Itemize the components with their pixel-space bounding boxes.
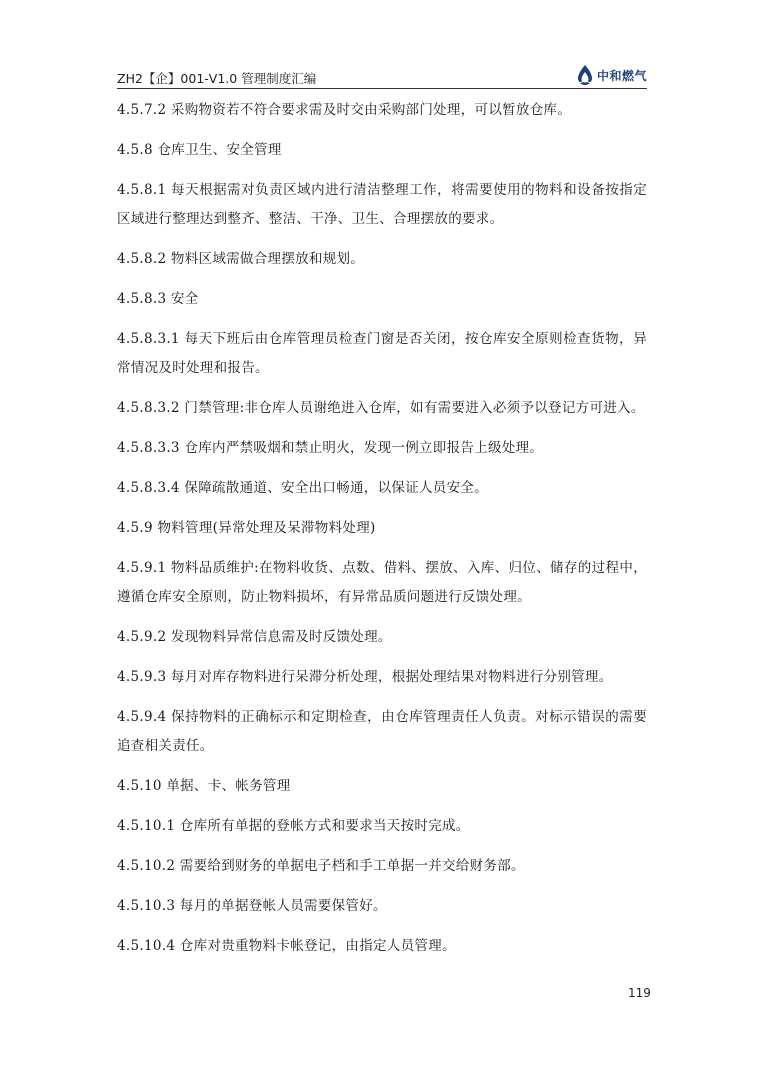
- paragraph: 4.5.8.3.4 保障疏散通道、安全出口畅通，以保证人员安全。: [117, 480, 489, 496]
- paragraph: 4.5.10.3 每月的单据登帐人员需要保管好。: [117, 898, 387, 914]
- paragraph: 4.5.8.3.2 门禁管理:非仓库人员谢绝进入仓库，如有需要进入必须予以登记方可进入。: [117, 400, 645, 416]
- paragraph: 4.5.8.3.3 仓库内严禁吸烟和禁止明火，发现一例立即报告上级处理。: [117, 440, 544, 456]
- section-heading: 4.5.9 物料管理(异常处理及呆滞物料处理): [117, 520, 376, 536]
- paragraph: 4.5.8.2 物料区域需做合理摆放和规划。: [117, 251, 365, 267]
- paragraph: 4.5.7.2 采购物资若不符合要求需及时交由采购部门处理，可以暂放仓库。: [117, 102, 572, 118]
- paragraph: 4.5.9.4 保持物料的正确标示和定期检查，由仓库管理责任人负责。对标示错误的需要追查相关责任。: [117, 709, 647, 754]
- paragraph: 4.5.9.2 发现物料异常信息需及时反馈处理。: [117, 629, 392, 645]
- page-number: 119: [628, 986, 651, 1000]
- document-title: ZH2【企】001-V1.0 管理制度汇编: [117, 71, 317, 86]
- page-header: [117, 61, 647, 91]
- paragraph: 4.5.8.1 每天根据需对负责区域内进行清洁整理工作，将需要使用的物料和设备按指定区域进行整理达到整齐、整洁、干净、卫生、合理摆放的要求。: [117, 182, 647, 227]
- paragraph: 4.5.10.4 仓库对贵重物料卡帐登记，由指定人员管理。: [117, 938, 456, 954]
- company-logo: [576, 63, 647, 87]
- paragraph: 4.5.8.3.1 每天下班后由仓库管理员检查门窗是否关闭，按仓库安全原则检查货物，异常情况及时处理和报告。: [117, 331, 647, 376]
- paragraph: 4.5.10.2 需要给到财务的单据电子档和手工单据一并交给财务部。: [117, 858, 525, 874]
- logo-text: 中和燃气: [596, 68, 647, 83]
- section-heading: 4.5.10 单据、卡、帐务管理: [117, 778, 291, 794]
- paragraph: 4.5.10.1 仓库所有单据的登帐方式和要求当天按时完成。: [117, 818, 470, 834]
- subsection-heading: 4.5.8.3 安全: [117, 291, 199, 307]
- paragraph: 4.5.9.1 物料品质维护:在物料收货、点数、借料、摆放、入库、归位、储存的过程中，遵循仓库安全原则，防止物料损坏，有异常品质问题进行反馈处理。: [117, 560, 647, 605]
- header-divider: [117, 88, 647, 89]
- flame-drop-icon: [576, 64, 594, 86]
- section-heading: 4.5.8 仓库卫生、安全管理: [117, 142, 282, 158]
- document-body: [117, 96, 647, 961]
- paragraph: 4.5.9.3 每月对库存物料进行呆滞分析处理，根据处理结果对物料进行分别管理。: [117, 669, 613, 685]
